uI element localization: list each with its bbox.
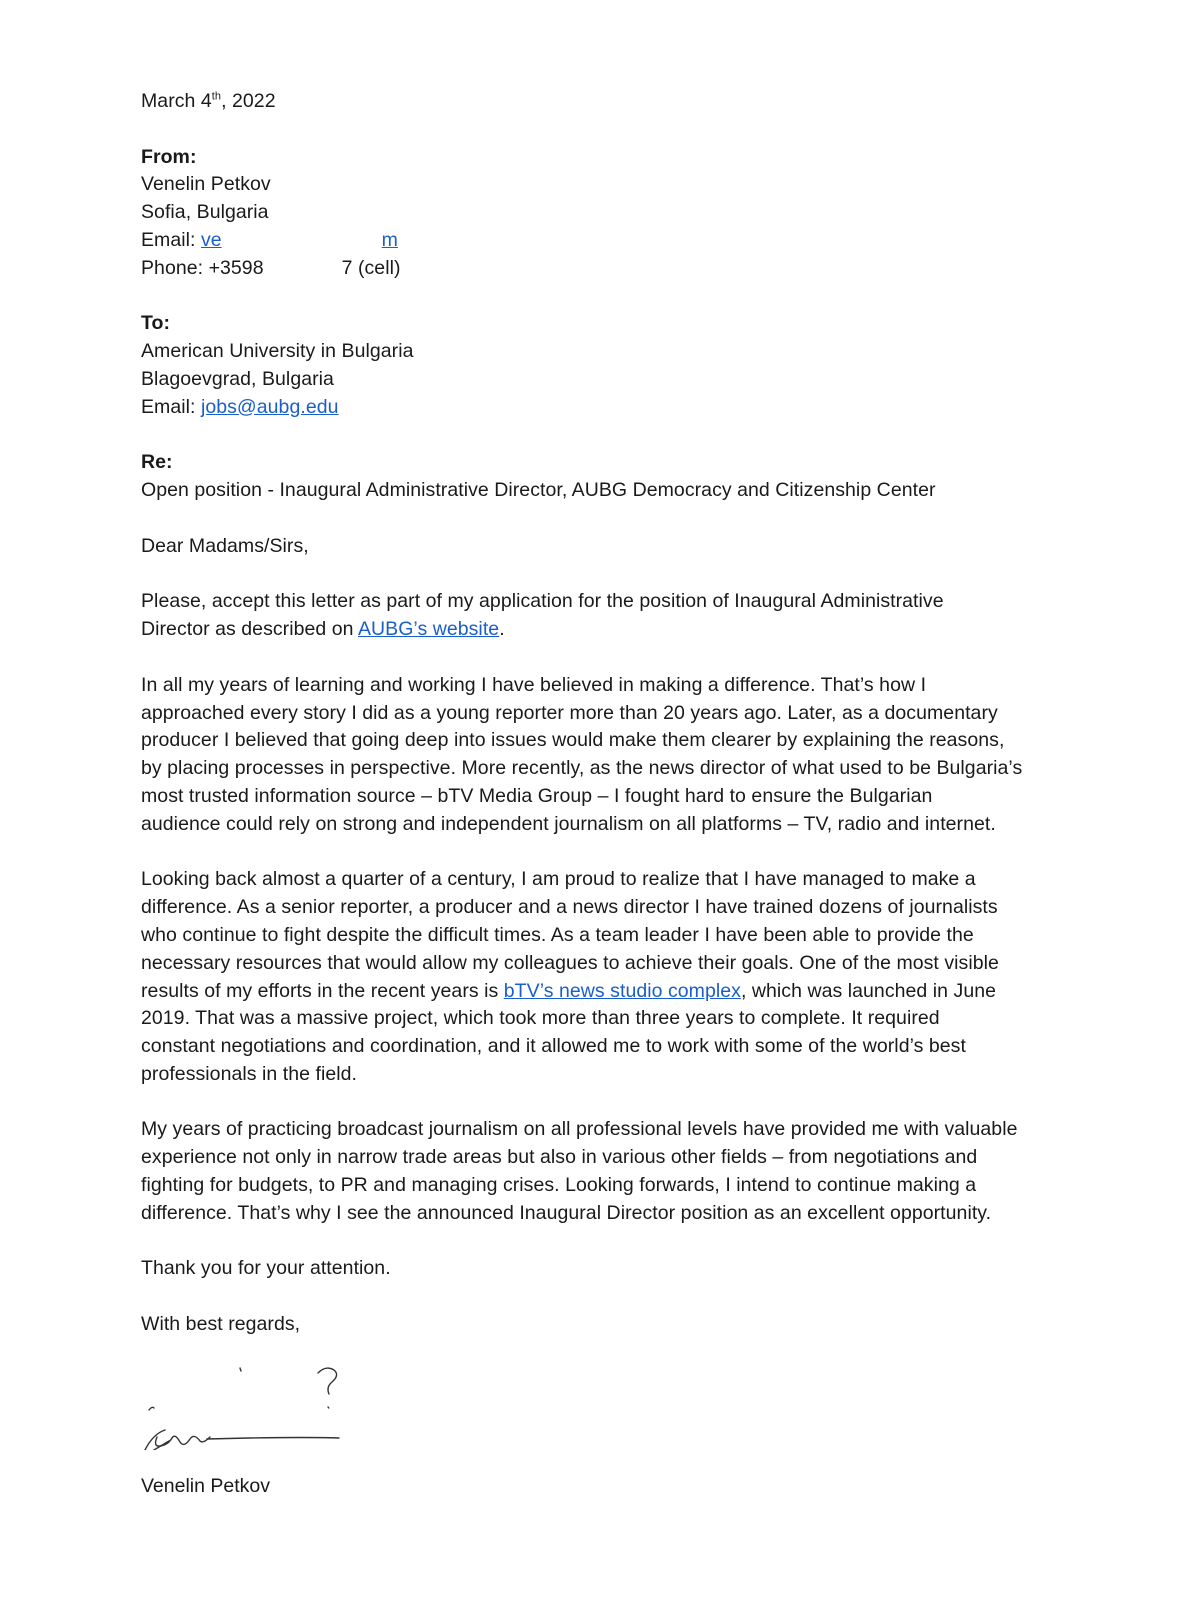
sender-name: Venelin Petkov: [141, 173, 271, 196]
to-heading: To:: [141, 312, 171, 335]
recipient-email-link[interactable]: jobs@aubg.edu: [200, 395, 339, 418]
paragraph-4: My years of practicing broadcast journalism on all professional levels have provided me with valuable experience not only in narrow trade areas but also in various other fields – from negotiations and fighting for budgets, to PR and managing crises. Looking forwards, I intend to continue making a difference. That’s why I see the announced Inaugural Director position as an excellent opportunity.: [141, 1118, 1018, 1224]
sender-email-link[interactable]: ve m: [200, 228, 398, 251]
handwritten-signature: [135, 1355, 365, 1450]
sender-location: Sofia, Bulgaria: [141, 201, 269, 224]
paragraph-3: Looking back almost a quarter of a century, I am proud to realize that I have managed to make a difference. As a senior reporter, a producer and a news director I have trained dozens of journalists who continue to fight despite the difficult times. As a team leader I have been able to provide the necessary resources that would allow my colleagues to achieve their goals. One of the most visible results of my efforts in the recent years is bTV’s news studio complex, which was launched in June 2019. That was a massive project, which took more than three years to complete. It required constant negotiations and coordination, and it allowed me to work with some of the world’s best professionals in the field.: [141, 868, 999, 1085]
signature-name: Venelin Petkov: [141, 1475, 271, 1497]
sender-email: Email: ve m: [141, 228, 398, 251]
thanks-line: Thank you for your attention.: [141, 1257, 391, 1280]
btv-studio-link[interactable]: bTV’s news studio complex: [503, 979, 741, 1002]
paragraph-2: In all my years of learning and working I have believed in making a difference. That’s how I approached every story I did as a young reporter more than 20 years ago. Later, as a documentary producer I believed that going deep into issues would make them clearer by explaining the reasons, by placing processes in perspective. More recently, as the news director of what used to be Bulgaria’s most trusted information source – bTV Media Group – I fought hard to ensure the Bulgarian audience could rely on strong and independent journalism on all platforms – TV, radio and internet.: [141, 673, 1023, 835]
from-heading: From:: [141, 145, 197, 168]
re-heading: Re:: [141, 451, 173, 474]
paragraph-1: Please, accept this letter as part of my application for the position of Inaugural Administrative Director as described on AUBG’s website.: [141, 590, 944, 641]
subject-line: Open position - Inaugural Administrative Director, AUBG Democracy and Citizenship Center: [141, 479, 936, 502]
letter-date: March 4th, 2022: [141, 90, 276, 112]
recipient-organization: American University in Bulgaria: [141, 340, 414, 363]
recipient-email: Email: jobs@aubg.edu: [141, 395, 339, 418]
aubg-website-link[interactable]: AUBG’s website: [357, 618, 500, 641]
salutation: Dear Madams/Sirs,: [141, 534, 309, 557]
recipient-location: Blagoevgrad, Bulgaria: [141, 367, 334, 390]
closing-line: With best regards,: [141, 1313, 301, 1336]
letter-body: [141, 88, 1101, 1339]
sender-phone: Phone: +3598 7 (cell): [141, 256, 401, 279]
